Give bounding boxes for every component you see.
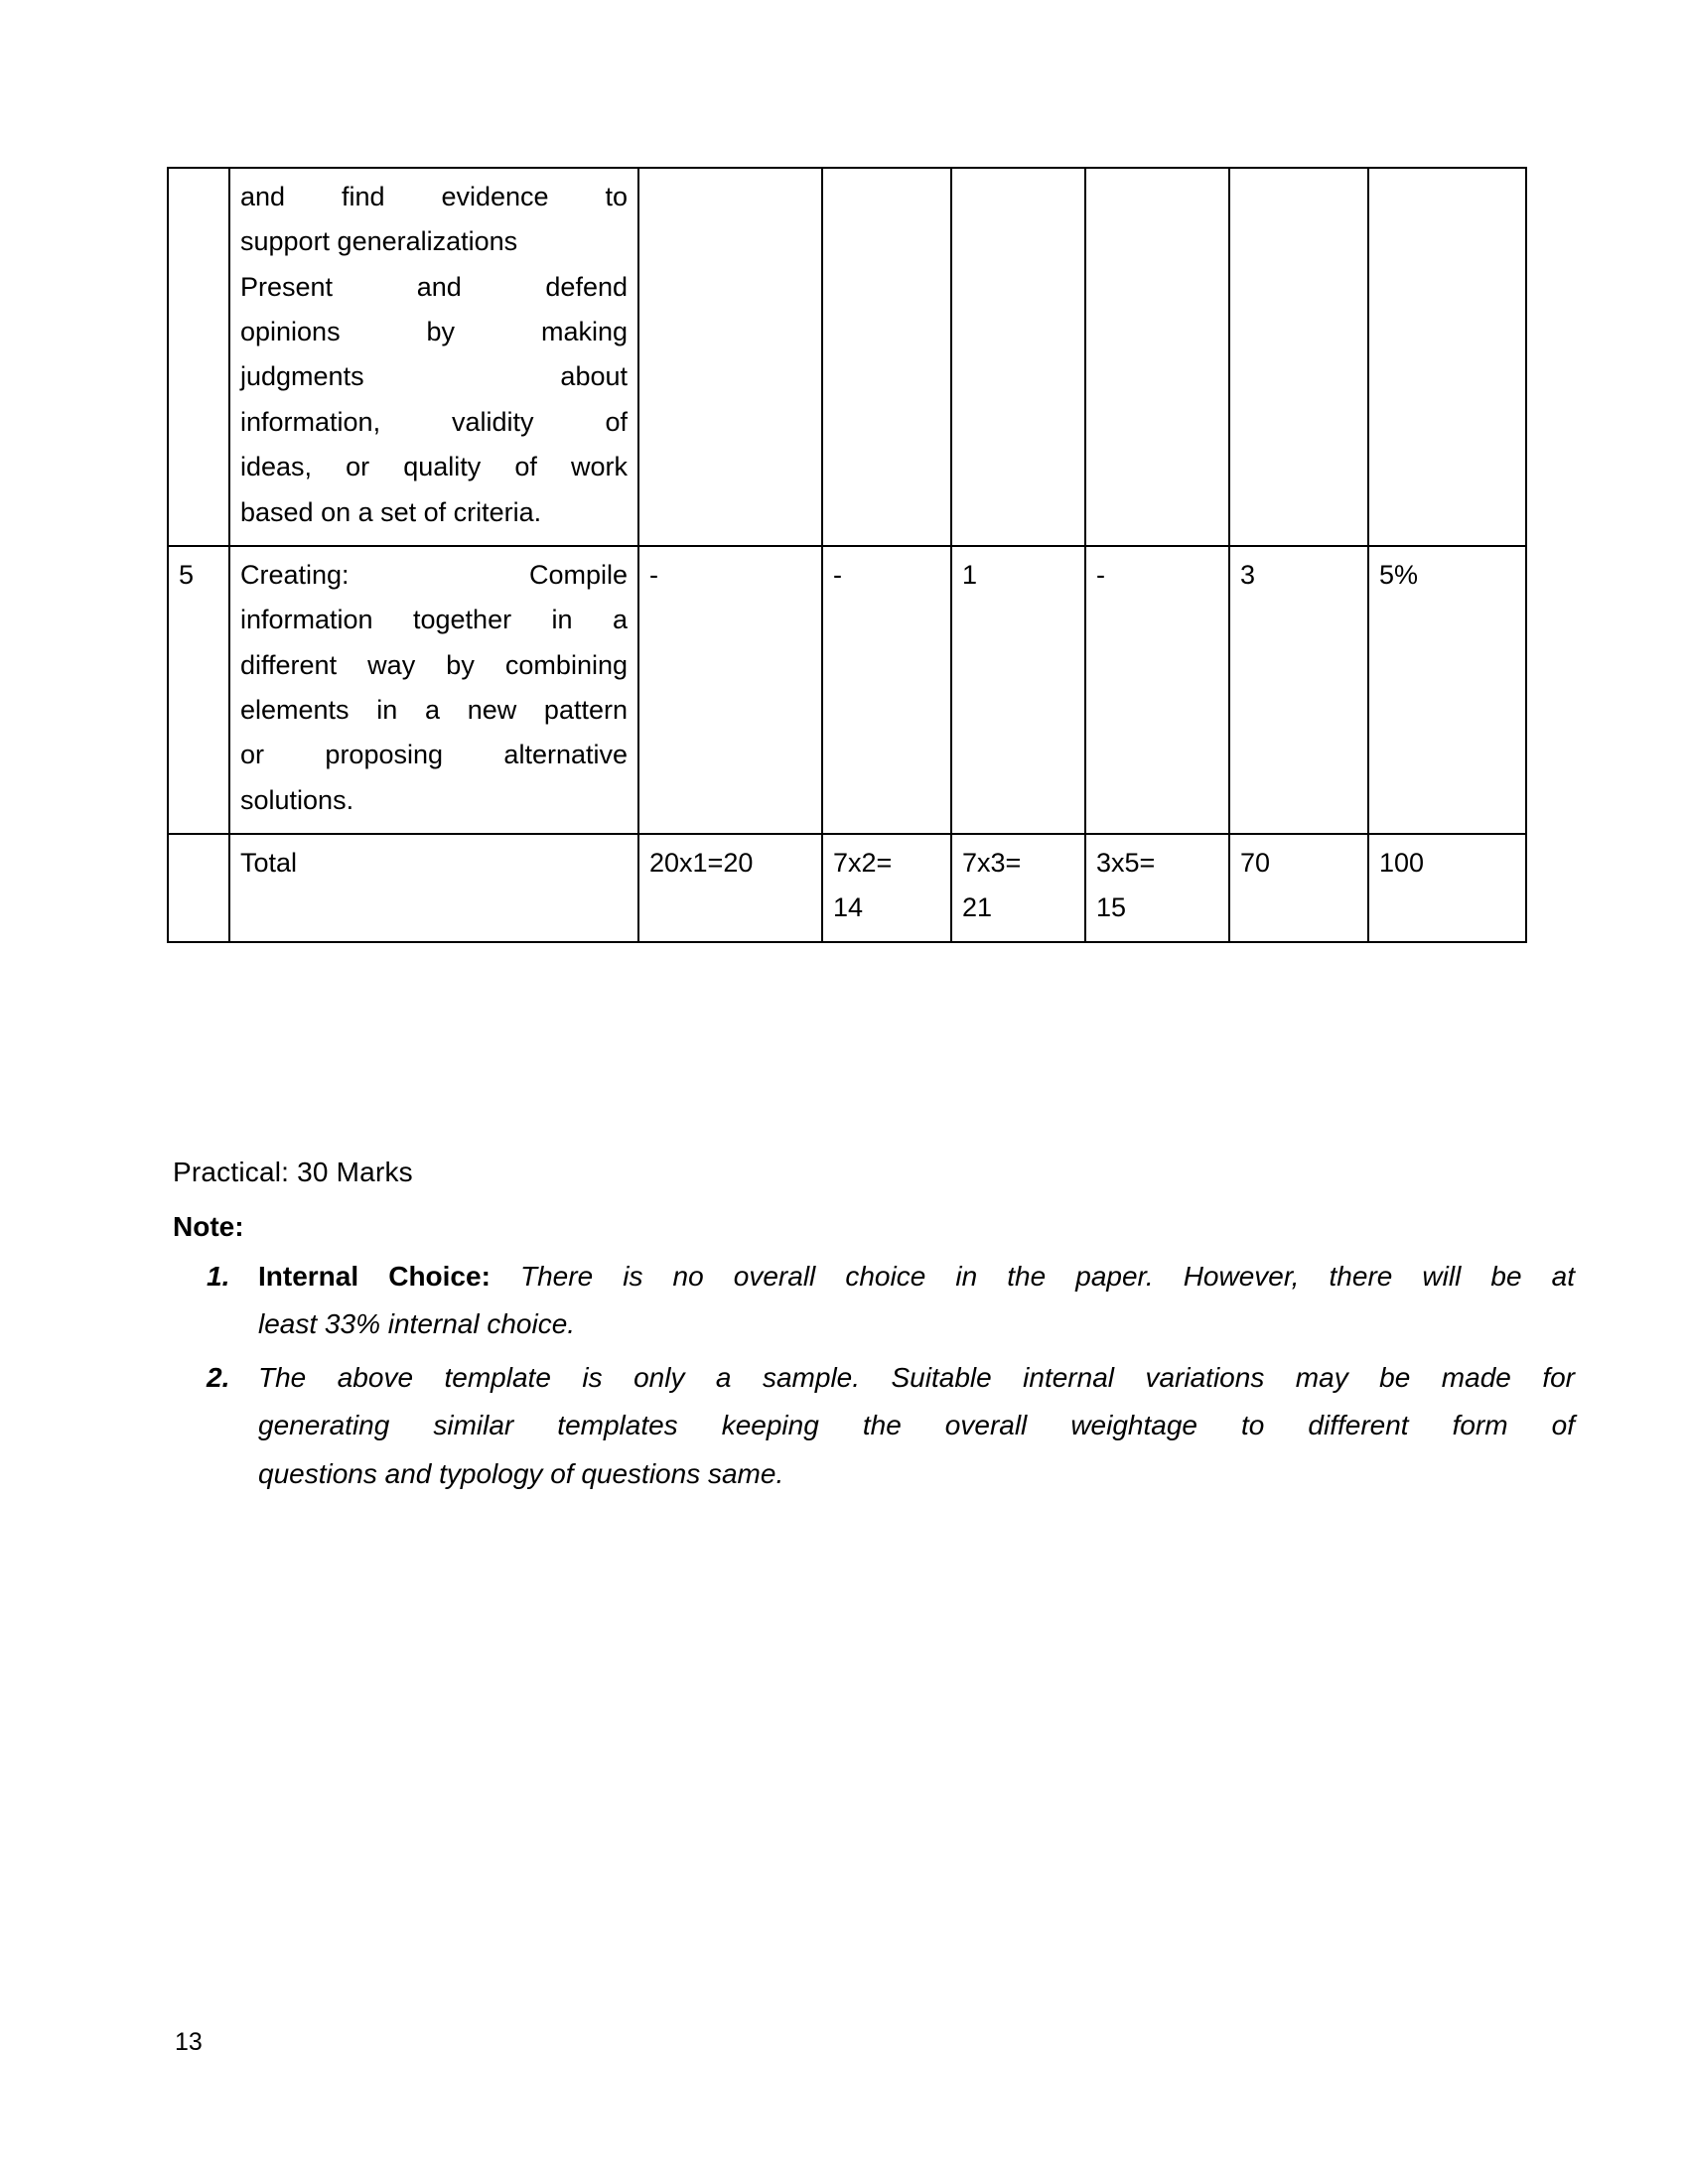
note-1-first-line: [258, 1253, 1575, 1300]
creating-line-4: elements in a new pattern: [240, 694, 628, 725]
cell-total-marks-total: 70: [1229, 834, 1368, 942]
list-item: [258, 1354, 1575, 1497]
sa1-total-line-1: 7x2=: [833, 848, 893, 879]
cell-short-answer-2: [951, 168, 1085, 546]
creating-line-2: information together in a: [240, 605, 628, 635]
note-heading: Note:: [173, 1211, 244, 1242]
notes-list: [195, 1253, 1575, 1504]
desc-line-3: Present and defend: [240, 271, 628, 302]
specification-table: [167, 167, 1527, 943]
cell-short-answer-1: [822, 168, 951, 546]
cell-percentage: 5%: [1368, 546, 1526, 834]
desc-line-4: opinions by making: [240, 317, 628, 347]
table-row: [168, 168, 1526, 546]
cell-objective: -: [638, 546, 822, 834]
creating-line-5: or proposing alternative: [240, 740, 628, 770]
desc-line-1: and find evidence to: [240, 182, 628, 211]
note-1-text-part-2: least 33% internal choice.: [258, 1308, 576, 1340]
cell-objective: [638, 168, 822, 546]
cell-total-marks: [1229, 168, 1368, 546]
desc-line-7: ideas, or quality of work: [240, 452, 628, 482]
desc-line-5: judgments about: [240, 361, 628, 392]
sa2-total-line-1: 7x3=: [962, 848, 1022, 879]
sa2-total-line-2: 21: [962, 892, 993, 923]
cell-serial-number: [168, 168, 229, 546]
la-total-line-2: 15: [1096, 892, 1127, 923]
note-1-label: Internal Choice:: [258, 1261, 491, 1292]
cell-description-creating: [229, 546, 638, 834]
cell-short-answer-2: 1: [951, 546, 1085, 834]
cell-long-answer-total: [1085, 834, 1229, 942]
cell-short-answer-2-total: [951, 834, 1085, 942]
desc-line-2: support generalizations: [240, 226, 518, 257]
creating-line-6: solutions.: [240, 784, 354, 815]
cell-long-answer: [1085, 168, 1229, 546]
desc-line-8: based on a set of criteria.: [240, 496, 542, 527]
note-1-text-part-1: There is no overall choice in the paper. However, there will be at: [520, 1261, 1575, 1292]
cell-percentage: [1368, 168, 1526, 546]
desc-line-6: information, validity of: [240, 406, 628, 437]
cell-description-continued: [229, 168, 638, 546]
table-row-total: [168, 834, 1526, 942]
table-row: [168, 546, 1526, 834]
cell-short-answer-1-total: [822, 834, 951, 942]
practical-marks-line: Practical: 30 Marks: [173, 1157, 413, 1187]
cell-total-marks: 3: [1229, 546, 1368, 834]
cell-total-label: Total: [229, 834, 638, 942]
page-number: 13: [175, 2028, 203, 2056]
creating-line-1: Creating: Compile: [240, 559, 628, 590]
la-total-line-1: 3x5=: [1096, 848, 1156, 879]
note-2-text-part-2: generating similar templates keeping the overall weightage to different form of: [258, 1410, 1575, 1441]
cell-percentage-total: 100: [1368, 834, 1526, 942]
sa1-total-line-2: 14: [833, 892, 864, 923]
cell-long-answer: -: [1085, 546, 1229, 834]
note-2-text-part-3: questions and typology of questions same.: [258, 1457, 784, 1489]
cell-serial-number: [168, 834, 229, 942]
cell-serial-number: 5: [168, 546, 229, 834]
cell-short-answer-1: -: [822, 546, 951, 834]
cell-objective-total: 20x1=20: [638, 834, 822, 942]
note-2-text-part-1: The above template is only a sample. Suitable internal variations may be made for: [258, 1362, 1575, 1394]
specification-table-container: [167, 167, 1525, 943]
creating-line-3: different way by combining: [240, 649, 628, 680]
list-item: [258, 1253, 1575, 1348]
